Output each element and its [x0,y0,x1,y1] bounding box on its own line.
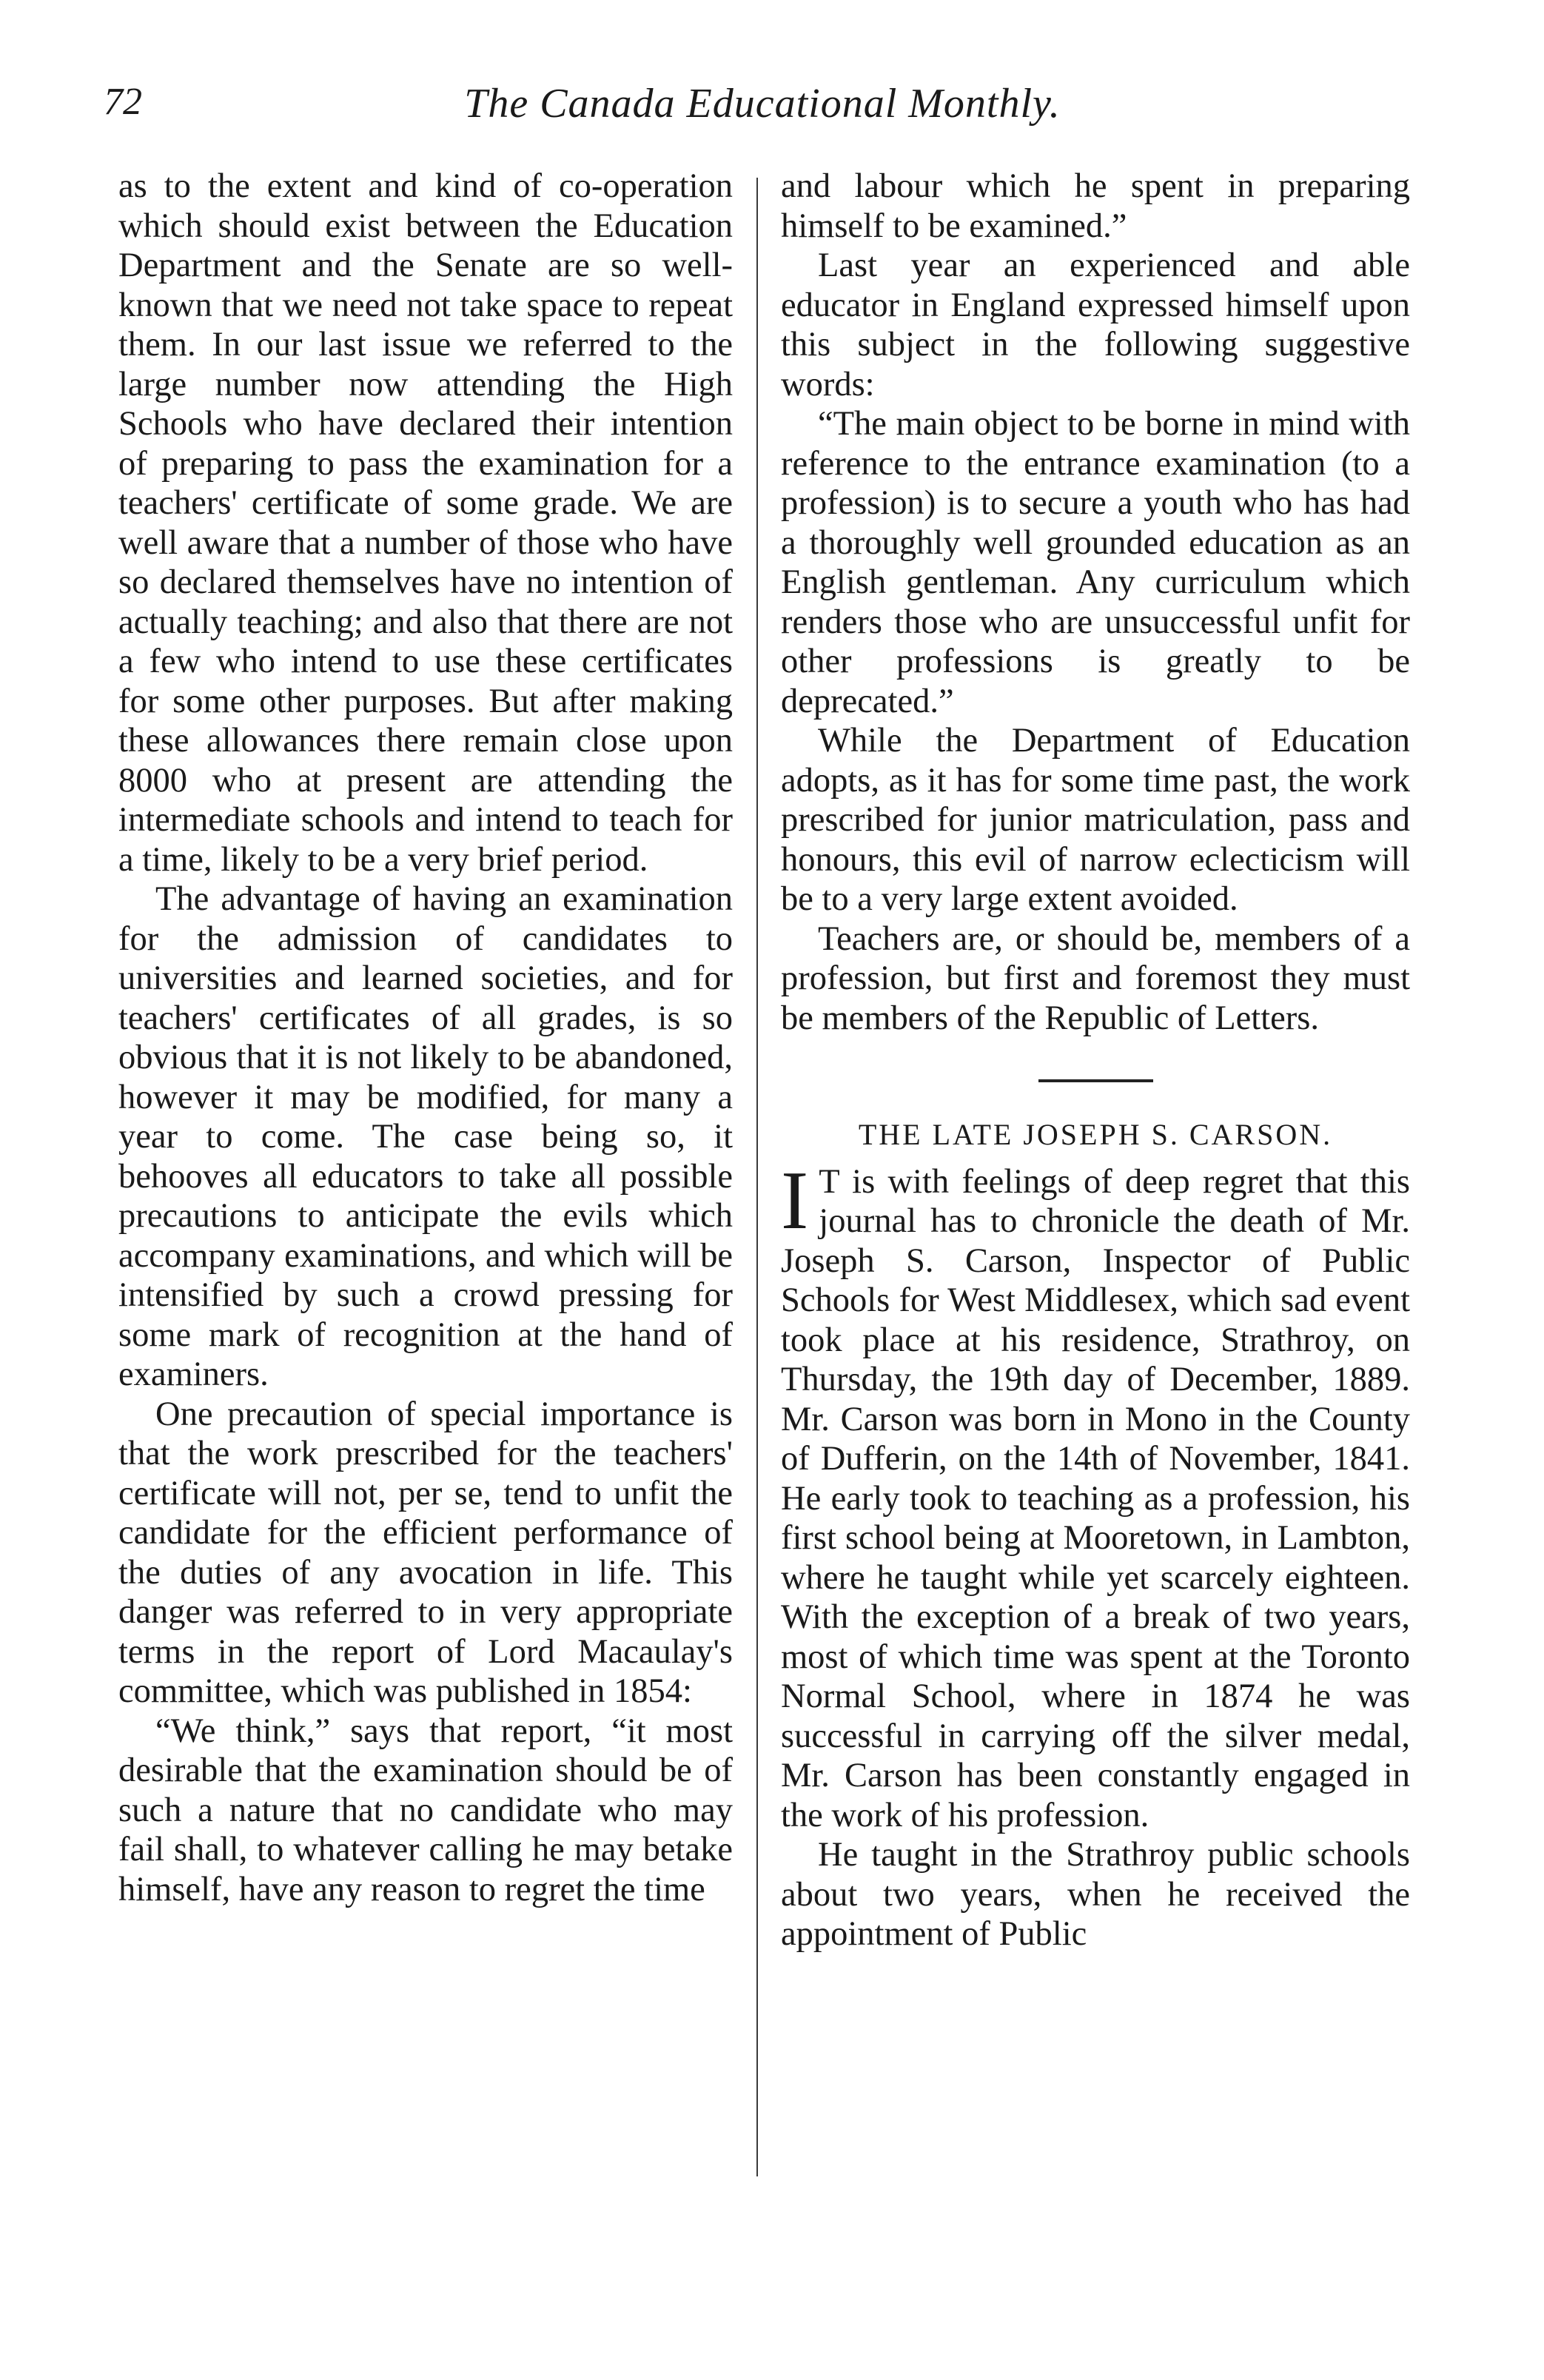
paragraph: Teachers are, or should be, members of a profession, but first and foremost they must be members of the Republic of Letters. [781,919,1410,1037]
obituary-paragraph [781,1154,1410,1836]
obituary-text: T is with feelings of deep regret that this journal has to chronicle the death of Mr. Joseph S. Carson, Inspector of Public Schools for West Middlesex, which sad event took place at his residence, Strathroy, on Thursday, the 19th day of December, 1889. Mr. Carson was born in Mono in the County of Dufferin, on the 14th of November, 1841. He early took to teaching as a profession, his first school being at Mooretown, in Lambton, where he taught while yet scarcely eighteen. With the exception of a break of two years, most of which time was spent at the Toronto Normal School, where in 1874 he was successful in carrying off the silver medal, Mr. Carson has been constantly engaged in the work of his profession. [781,1162,1410,1834]
page-number: 72 [104,81,142,123]
drop-cap: I [781,1154,809,1247]
paragraph: as to the extent and kind of co-operation which should exist between the Education Department and the Senate are so well-known that we need not take space to repeat them. In our last issue we referred to the large number now attending the High Schools who have declared their intention of preparing to pass the examination for a teachers' certificate of some grade. We are well aware that a number of those who have so declared themselves have no intention of actually teaching; and also that there are not a few who intend to use these certificates for some other purposes. But after making these allowances there remain close upon 8000 who at present are attending the intermediate schools and intend to teach for a time, likely to be a very brief period. [118,167,733,879]
left-column [118,167,733,1909]
paragraph: The advantage of having an examination for the admission of candidates to universities and learned societies, and for teachers' certificates of all grades, is so obvious that it is not likely to be abandoned, however it may be modified, for many a year to come. The case being so, it behooves all educators to take all possible precautions to anticipate the evils which accompany examinations, and which will be intensified by such a crowd pressing for some mark of recognition at the hand of examiners. [118,880,733,1393]
paragraph: Last year an experienced and able educator in England expressed himself upon this subject in the following suggestive words: [781,247,1410,403]
quotation-paragraph: “We think,” says that report, “it most desirable that the examination should be of such a nature that no candidate who may fail shall, to whatever calling he may betake himself, have any reason to regret the time [118,1712,733,1908]
page-header [104,80,1421,139]
paragraph: and labour which he spent in preparing himself to be examined.” [781,167,1410,245]
section-divider [1038,1079,1153,1082]
paragraph: One precaution of special importance is that the work prescribed for the teachers' certificate will not, per se, tend to unfit the candidate for the efficient performance of the duties of any avocation in life. This danger was referred to in very appropriate terms in the report of Lord Macaulay's committee, which was published in 1854: [118,1395,733,1710]
running-title: The Canada Educational Monthly. [464,81,1061,127]
right-column [781,167,1410,1954]
paragraph: He taught in the Strathroy public schools about two years, when he received the appointment of Public [781,1836,1410,1953]
quotation-paragraph: “The main object to be borne in mind with reference to the entrance examination (to a profession) is to secure a youth who has had a thoroughly well grounded education as an English gentleman. Any curriculum which renders those who are unsuccessful unfit for other professions is greatly to be deprecated.” [781,405,1410,720]
column-divider [756,178,758,2176]
paragraph: While the Department of Education adopts, as it has for some time past, the work prescribed for junior matriculation, pass and honours, this evil of narrow eclecticism will be to a very large extent avoided. [781,722,1410,918]
section-heading: THE LATE JOSEPH S. CARSON. [858,1118,1333,1151]
